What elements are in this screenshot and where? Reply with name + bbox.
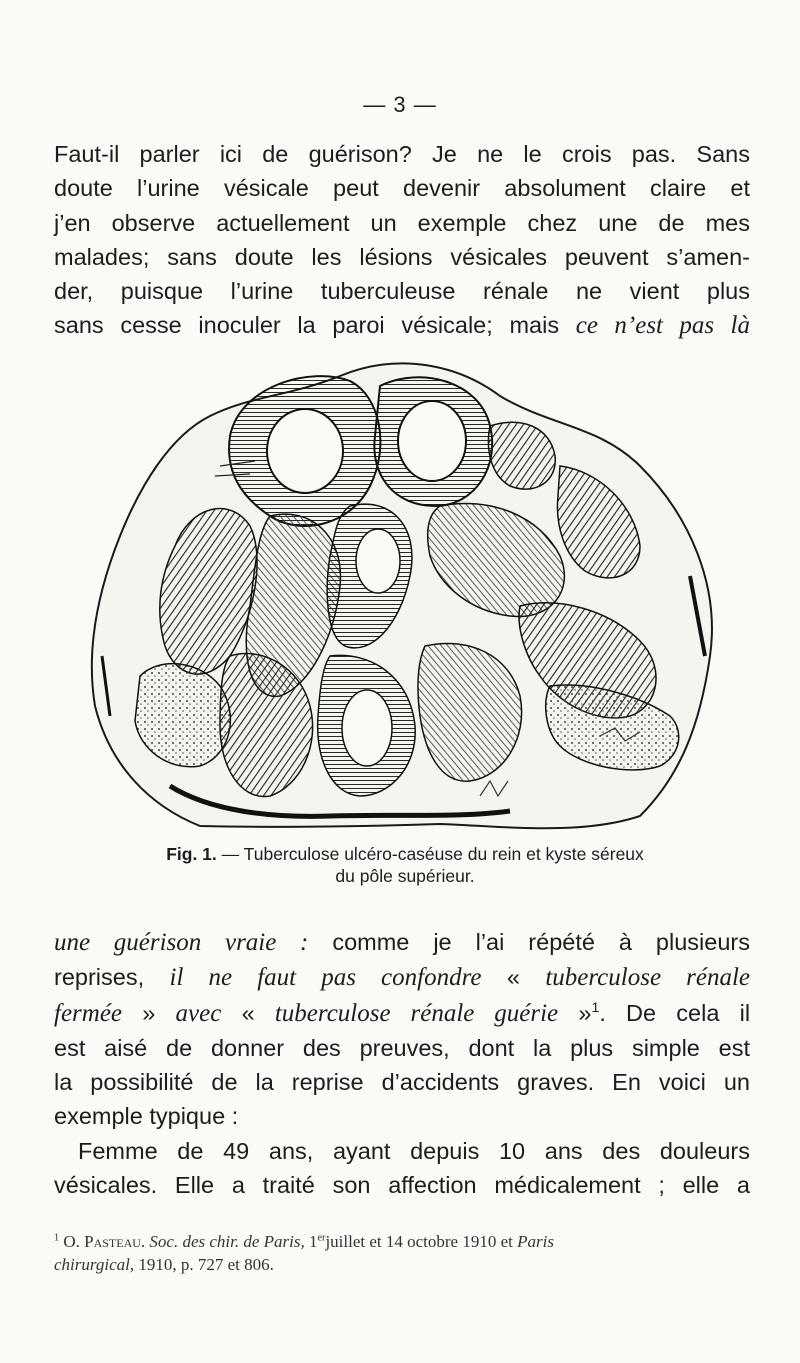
text-segment: »: [142, 999, 156, 1026]
text-line: [54, 996, 750, 1031]
italic-segment: une guérison vraie :: [54, 929, 309, 956]
footnote-ordinal-sup: er: [317, 1232, 326, 1244]
page-number: — 3 —: [363, 92, 437, 117]
caption-text-line-2: du pôle supérieur.: [335, 866, 475, 886]
text-line: Faut-il parler ici de guérison? Je ne le crois pas. Sans: [54, 141, 750, 167]
footnote: [54, 1230, 750, 1276]
text-line: est aisé de donner des preuves, dont la plus simple est: [54, 1034, 750, 1061]
text-line: der, puisque l’urine tuberculeuse rénale ne vient plus: [54, 278, 750, 305]
footnote-pages: 1910, p. 727 et 806.: [138, 1255, 274, 1274]
footnote-ref: 1: [591, 998, 600, 1015]
footnote-author: O. Pasteau.: [63, 1232, 146, 1251]
footnote-ordinal: 1: [309, 1232, 318, 1251]
text-line: vésicales. Elle a traité son affection médicalement ; elle a: [54, 1172, 750, 1199]
figure-caption: [80, 843, 730, 887]
kidney-illustration: [80, 356, 730, 836]
footnote-source: Soc. des chir. de Paris,: [149, 1232, 305, 1251]
footnote-marker: 1: [54, 1232, 60, 1244]
italic-segment: tuberculose rénale: [545, 964, 751, 992]
footnote-journal-b: chirurgical,: [54, 1255, 135, 1274]
italic-segment: avec: [175, 999, 222, 1027]
italic-segment: il ne faut pas confondre: [169, 964, 482, 992]
italic-segment: fermée: [54, 999, 123, 1027]
text-segment: sans cesse inoculer la paroi vésicale; mais: [54, 312, 560, 339]
text-line: [54, 960, 750, 995]
italic-segment: ce n’est pas là: [575, 312, 751, 340]
footnote-dates: juillet et 14 octobre 1910 et: [325, 1232, 513, 1251]
figure-label: Fig. 1.: [166, 844, 217, 864]
text-line: doute l’urine vésicale peut devenir absolument claire et: [54, 175, 750, 202]
text-line: la possibilité de la reprise d’accidents graves. En voici un: [54, 1069, 750, 1096]
text-segment: «: [506, 964, 520, 991]
text-line: j’en observe actuellement un exemple chez une de mes: [54, 209, 750, 236]
text-line: [54, 308, 750, 343]
text-segment: . De cela il: [599, 999, 751, 1026]
paragraph-2: [54, 925, 750, 1202]
text-line: [54, 925, 750, 960]
text-line: Femme de 49 ans, ayant depuis 10 ans des douleurs: [78, 1137, 750, 1164]
text-segment: »: [578, 999, 592, 1026]
text-line: malades; sans doute les lésions vésicales peuvent s’amen-: [54, 243, 750, 270]
footnote-journal-a: Paris: [517, 1232, 554, 1251]
text-segment: «: [241, 999, 255, 1026]
text-segment: comme je l’ai répété à plusieurs: [332, 929, 750, 955]
text-line: exemple typique :: [54, 1103, 239, 1130]
paragraph-1: [54, 137, 750, 344]
caption-text-line-1: — Tuberculose ulcéro-caséuse du rein et kyste séreux: [221, 844, 644, 864]
text-segment: reprises,: [54, 964, 145, 991]
italic-segment: tuberculose rénale guérie: [274, 999, 559, 1027]
